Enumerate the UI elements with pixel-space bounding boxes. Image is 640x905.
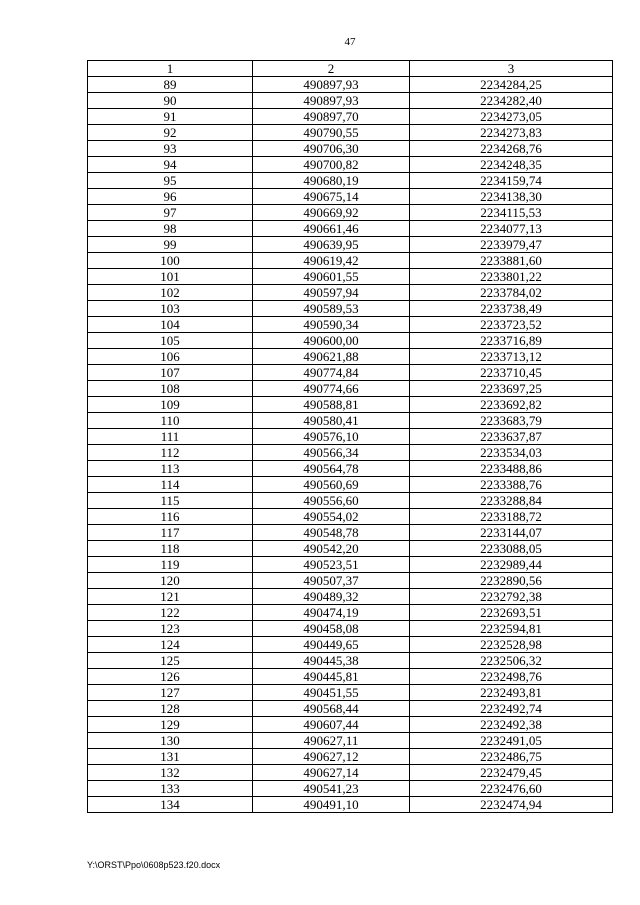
point-number-cell: 122 — [88, 605, 253, 621]
table-row — [88, 605, 613, 621]
table-row — [88, 317, 613, 333]
table-row — [88, 493, 613, 509]
y-coordinate-cell: 2234273,83 — [410, 125, 613, 141]
x-coordinate-cell: 490451,55 — [253, 685, 410, 701]
y-coordinate-cell: 2232493,81 — [410, 685, 613, 701]
table-row — [88, 637, 613, 653]
point-number-cell: 106 — [88, 349, 253, 365]
table-row — [88, 525, 613, 541]
y-coordinate-cell: 2234115,53 — [410, 205, 613, 221]
point-number-cell: 92 — [88, 125, 253, 141]
point-number-cell: 105 — [88, 333, 253, 349]
point-number-cell: 130 — [88, 733, 253, 749]
point-number-cell: 120 — [88, 573, 253, 589]
point-number-cell: 134 — [88, 797, 253, 813]
table-row — [88, 589, 613, 605]
x-coordinate-cell: 490523,51 — [253, 557, 410, 573]
footer-file-path: Y:\ORST\Ppo\0608p523.f20.docx — [87, 860, 221, 870]
y-coordinate-cell: 2232492,74 — [410, 701, 613, 717]
x-coordinate-cell: 490774,66 — [253, 381, 410, 397]
x-coordinate-cell: 490621,88 — [253, 349, 410, 365]
x-coordinate-cell: 490897,93 — [253, 77, 410, 93]
y-coordinate-cell: 2233738,49 — [410, 301, 613, 317]
x-coordinate-cell: 490445,38 — [253, 653, 410, 669]
y-coordinate-cell: 2233713,12 — [410, 349, 613, 365]
y-coordinate-cell: 2232890,56 — [410, 573, 613, 589]
table-row — [88, 781, 613, 797]
y-coordinate-cell: 2232491,05 — [410, 733, 613, 749]
x-coordinate-cell: 490627,12 — [253, 749, 410, 765]
point-number-cell: 110 — [88, 413, 253, 429]
table-row — [88, 269, 613, 285]
x-coordinate-cell: 490474,19 — [253, 605, 410, 621]
point-number-cell: 96 — [88, 189, 253, 205]
point-number-cell: 117 — [88, 525, 253, 541]
x-coordinate-cell: 490580,41 — [253, 413, 410, 429]
table-row — [88, 749, 613, 765]
table-header-row — [88, 61, 613, 77]
point-number-cell: 104 — [88, 317, 253, 333]
table-row — [88, 125, 613, 141]
x-coordinate-cell: 490560,69 — [253, 477, 410, 493]
y-coordinate-cell: 2234138,30 — [410, 189, 613, 205]
x-coordinate-cell: 490458,08 — [253, 621, 410, 637]
point-number-cell: 98 — [88, 221, 253, 237]
table-row — [88, 765, 613, 781]
x-coordinate-cell: 490661,46 — [253, 221, 410, 237]
point-number-cell: 109 — [88, 397, 253, 413]
point-number-cell: 123 — [88, 621, 253, 637]
point-number-cell: 119 — [88, 557, 253, 573]
point-number-cell: 118 — [88, 541, 253, 557]
table-row — [88, 141, 613, 157]
x-coordinate-cell: 490627,14 — [253, 765, 410, 781]
point-number-cell: 121 — [88, 589, 253, 605]
x-coordinate-cell: 490541,23 — [253, 781, 410, 797]
y-coordinate-cell: 2233716,89 — [410, 333, 613, 349]
point-number-cell: 127 — [88, 685, 253, 701]
point-number-cell: 128 — [88, 701, 253, 717]
y-coordinate-cell: 2233692,82 — [410, 397, 613, 413]
point-number-cell: 93 — [88, 141, 253, 157]
table-row — [88, 573, 613, 589]
point-number-cell: 129 — [88, 717, 253, 733]
table-row — [88, 653, 613, 669]
table-row — [88, 189, 613, 205]
table-row — [88, 621, 613, 637]
point-number-cell: 91 — [88, 109, 253, 125]
x-coordinate-cell: 490449,65 — [253, 637, 410, 653]
x-coordinate-cell: 490897,93 — [253, 93, 410, 109]
x-coordinate-cell: 490568,44 — [253, 701, 410, 717]
y-coordinate-cell: 2232528,98 — [410, 637, 613, 653]
y-coordinate-cell: 2232492,38 — [410, 717, 613, 733]
point-number-cell: 125 — [88, 653, 253, 669]
table-row — [88, 669, 613, 685]
table-row — [88, 397, 613, 413]
table-header — [88, 61, 613, 77]
x-coordinate-cell: 490554,02 — [253, 509, 410, 525]
y-coordinate-cell: 2233144,07 — [410, 525, 613, 541]
column-header-2: 2 — [253, 61, 410, 77]
y-coordinate-cell: 2234248,35 — [410, 157, 613, 173]
y-coordinate-cell: 2233881,60 — [410, 253, 613, 269]
y-coordinate-cell: 2234159,74 — [410, 173, 613, 189]
y-coordinate-cell: 2232506,32 — [410, 653, 613, 669]
point-number-cell: 113 — [88, 461, 253, 477]
point-number-cell: 108 — [88, 381, 253, 397]
point-number-cell: 112 — [88, 445, 253, 461]
y-coordinate-cell: 2233697,25 — [410, 381, 613, 397]
y-coordinate-cell: 2233188,72 — [410, 509, 613, 525]
x-coordinate-cell: 490507,37 — [253, 573, 410, 589]
table-row — [88, 445, 613, 461]
point-number-cell: 100 — [88, 253, 253, 269]
y-coordinate-cell: 2232792,38 — [410, 589, 613, 605]
y-coordinate-cell: 2232479,45 — [410, 765, 613, 781]
table-row — [88, 733, 613, 749]
point-number-cell: 131 — [88, 749, 253, 765]
table-row — [88, 797, 613, 813]
table-row — [88, 93, 613, 109]
table-row — [88, 253, 613, 269]
table-row — [88, 413, 613, 429]
table-row — [88, 557, 613, 573]
y-coordinate-cell: 2234268,76 — [410, 141, 613, 157]
y-coordinate-cell: 2233723,52 — [410, 317, 613, 333]
y-coordinate-cell: 2233288,84 — [410, 493, 613, 509]
x-coordinate-cell: 490706,30 — [253, 141, 410, 157]
y-coordinate-cell: 2232693,51 — [410, 605, 613, 621]
table-row — [88, 509, 613, 525]
x-coordinate-cell: 490597,94 — [253, 285, 410, 301]
point-number-cell: 116 — [88, 509, 253, 525]
y-coordinate-cell: 2234284,25 — [410, 77, 613, 93]
point-number-cell: 126 — [88, 669, 253, 685]
y-coordinate-cell: 2233534,03 — [410, 445, 613, 461]
x-coordinate-cell: 490489,32 — [253, 589, 410, 605]
point-number-cell: 107 — [88, 365, 253, 381]
column-header-1: 1 — [88, 61, 253, 77]
y-coordinate-cell: 2233979,47 — [410, 237, 613, 253]
x-coordinate-cell: 490445,81 — [253, 669, 410, 685]
x-coordinate-cell: 490700,82 — [253, 157, 410, 173]
table-row — [88, 173, 613, 189]
table-row — [88, 717, 613, 733]
y-coordinate-cell: 2233784,02 — [410, 285, 613, 301]
x-coordinate-cell: 490790,55 — [253, 125, 410, 141]
x-coordinate-cell: 490680,19 — [253, 173, 410, 189]
table-row — [88, 285, 613, 301]
y-coordinate-cell: 2233088,05 — [410, 541, 613, 557]
x-coordinate-cell: 490556,60 — [253, 493, 410, 509]
y-coordinate-cell: 2234273,05 — [410, 109, 613, 125]
x-coordinate-cell: 490774,84 — [253, 365, 410, 381]
column-header-3: 3 — [410, 61, 613, 77]
table-row — [88, 349, 613, 365]
table-row — [88, 205, 613, 221]
point-number-cell: 103 — [88, 301, 253, 317]
table-row — [88, 701, 613, 717]
x-coordinate-cell: 490619,42 — [253, 253, 410, 269]
point-number-cell: 124 — [88, 637, 253, 653]
point-number-cell: 90 — [88, 93, 253, 109]
table-row — [88, 237, 613, 253]
x-coordinate-cell: 490590,34 — [253, 317, 410, 333]
x-coordinate-cell: 490566,34 — [253, 445, 410, 461]
y-coordinate-cell: 2233637,87 — [410, 429, 613, 445]
page-number: 47 — [344, 36, 356, 48]
y-coordinate-cell: 2232989,44 — [410, 557, 613, 573]
point-number-cell: 111 — [88, 429, 253, 445]
x-coordinate-cell: 490576,10 — [253, 429, 410, 445]
x-coordinate-cell: 490639,95 — [253, 237, 410, 253]
point-number-cell: 95 — [88, 173, 253, 189]
y-coordinate-cell: 2234077,13 — [410, 221, 613, 237]
x-coordinate-cell: 490548,78 — [253, 525, 410, 541]
x-coordinate-cell: 490897,70 — [253, 109, 410, 125]
x-coordinate-cell: 490607,44 — [253, 717, 410, 733]
point-number-cell: 89 — [88, 77, 253, 93]
point-number-cell: 102 — [88, 285, 253, 301]
table-row — [88, 77, 613, 93]
coordinates-table — [87, 60, 613, 813]
table-row — [88, 381, 613, 397]
point-number-cell: 132 — [88, 765, 253, 781]
table-row — [88, 301, 613, 317]
table-row — [88, 333, 613, 349]
x-coordinate-cell: 490491,10 — [253, 797, 410, 813]
y-coordinate-cell: 2233388,76 — [410, 477, 613, 493]
x-coordinate-cell: 490564,78 — [253, 461, 410, 477]
y-coordinate-cell: 2233801,22 — [410, 269, 613, 285]
x-coordinate-cell: 490601,55 — [253, 269, 410, 285]
y-coordinate-cell: 2233710,45 — [410, 365, 613, 381]
table-row — [88, 541, 613, 557]
x-coordinate-cell: 490542,20 — [253, 541, 410, 557]
y-coordinate-cell: 2234282,40 — [410, 93, 613, 109]
x-coordinate-cell: 490627,11 — [253, 733, 410, 749]
y-coordinate-cell: 2233683,79 — [410, 413, 613, 429]
y-coordinate-cell: 2232474,94 — [410, 797, 613, 813]
table-row — [88, 477, 613, 493]
point-number-cell: 97 — [88, 205, 253, 221]
x-coordinate-cell: 490589,53 — [253, 301, 410, 317]
table-body — [88, 77, 613, 813]
y-coordinate-cell: 2232498,76 — [410, 669, 613, 685]
table-row — [88, 461, 613, 477]
table-row — [88, 221, 613, 237]
table-row — [88, 429, 613, 445]
x-coordinate-cell: 490675,14 — [253, 189, 410, 205]
x-coordinate-cell: 490669,92 — [253, 205, 410, 221]
x-coordinate-cell: 490588,81 — [253, 397, 410, 413]
table-row — [88, 157, 613, 173]
table-row — [88, 109, 613, 125]
y-coordinate-cell: 2232476,60 — [410, 781, 613, 797]
point-number-cell: 94 — [88, 157, 253, 173]
y-coordinate-cell: 2232594,81 — [410, 621, 613, 637]
point-number-cell: 133 — [88, 781, 253, 797]
table-row — [88, 365, 613, 381]
x-coordinate-cell: 490600,00 — [253, 333, 410, 349]
y-coordinate-cell: 2232486,75 — [410, 749, 613, 765]
point-number-cell: 114 — [88, 477, 253, 493]
point-number-cell: 101 — [88, 269, 253, 285]
point-number-cell: 99 — [88, 237, 253, 253]
point-number-cell: 115 — [88, 493, 253, 509]
table-row — [88, 685, 613, 701]
y-coordinate-cell: 2233488,86 — [410, 461, 613, 477]
